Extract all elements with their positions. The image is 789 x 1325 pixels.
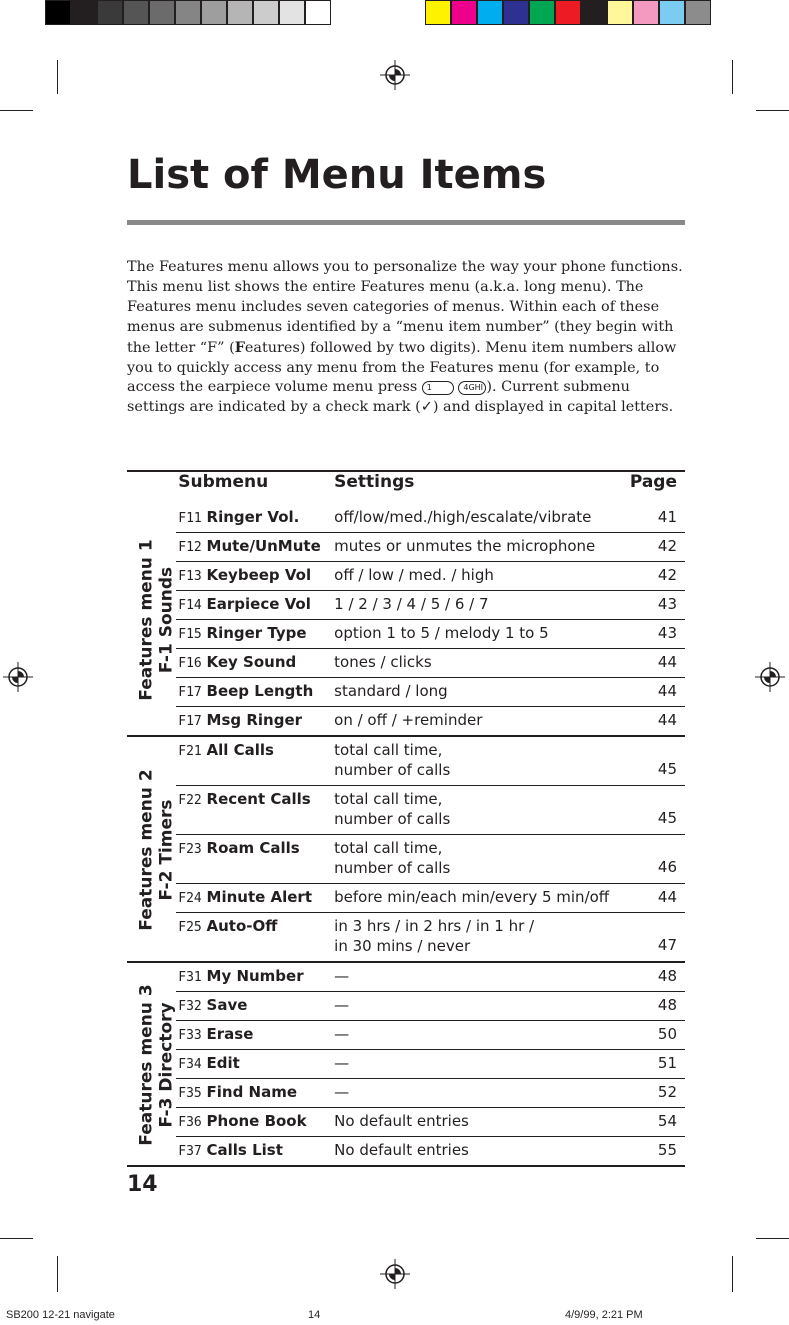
group-label bbox=[127, 737, 187, 963]
submenu-name: All Calls bbox=[206, 741, 274, 759]
menu-item-number: F23 bbox=[178, 842, 202, 857]
settings-cell bbox=[334, 835, 630, 884]
page-ref: 55 bbox=[657, 1141, 677, 1159]
crop-mark bbox=[732, 1256, 733, 1292]
settings-cell bbox=[334, 678, 630, 707]
intro-text: eatures) followed by two digits). Menu item numbers allow you to quickly access any menu from the Features menu (for example, to access the earpiece volume menu press bbox=[127, 339, 677, 396]
page-cell bbox=[630, 504, 685, 533]
page-cell bbox=[630, 1108, 685, 1137]
color-swatch bbox=[503, 0, 529, 25]
page-cell bbox=[630, 835, 685, 884]
settings-cell bbox=[334, 884, 630, 913]
page-ref: 42 bbox=[657, 537, 677, 555]
setting-text: total call time, bbox=[334, 741, 443, 759]
group-label-line2: F-2 Timers bbox=[157, 799, 177, 901]
settings-cell bbox=[334, 992, 630, 1021]
menu-item-number: F33 bbox=[178, 1028, 202, 1043]
setting-text: — bbox=[334, 996, 350, 1014]
menu-items-table bbox=[127, 470, 685, 1167]
group-label-cell bbox=[127, 962, 176, 1166]
footer-timestamp: 4/9/99, 2:21 PM bbox=[565, 1309, 643, 1321]
settings-cell bbox=[334, 591, 630, 620]
setting-text: No default entries bbox=[334, 1112, 469, 1130]
color-swatch bbox=[305, 0, 331, 25]
submenu-cell bbox=[176, 786, 334, 835]
settings-cell bbox=[334, 786, 630, 835]
submenu-cell bbox=[176, 913, 334, 963]
table-row bbox=[127, 786, 685, 835]
table-row bbox=[127, 1079, 685, 1108]
key-4ghi-icon: 4GHI bbox=[458, 381, 486, 395]
page-ref: 43 bbox=[657, 624, 677, 642]
menu-item-number: F32 bbox=[178, 999, 202, 1014]
settings-cell bbox=[334, 962, 630, 992]
page-ref: 45 bbox=[657, 760, 677, 778]
setting-text: number of calls bbox=[334, 859, 451, 877]
intro-paragraph bbox=[127, 258, 687, 418]
setting-text: in 30 mins / never bbox=[334, 937, 471, 955]
intro-bold-f: F bbox=[234, 338, 245, 356]
submenu-cell bbox=[176, 1137, 334, 1167]
color-swatch bbox=[201, 0, 227, 25]
table-row bbox=[127, 736, 685, 786]
crop-mark bbox=[756, 110, 789, 111]
settings-cell bbox=[334, 620, 630, 649]
setting-text: total call time, bbox=[334, 790, 443, 808]
setting-text: — bbox=[334, 967, 350, 985]
table-header bbox=[127, 471, 685, 504]
menu-item-number: F36 bbox=[178, 1115, 202, 1130]
page-cell bbox=[630, 1137, 685, 1167]
submenu-cell bbox=[176, 620, 334, 649]
submenu-name: Edit bbox=[206, 1054, 240, 1072]
page-cell bbox=[630, 533, 685, 562]
submenu-name: My Number bbox=[206, 967, 304, 985]
settings-cell bbox=[334, 707, 630, 737]
group-label bbox=[127, 504, 187, 736]
menu-item-number: F35 bbox=[178, 1086, 202, 1101]
page-ref: 52 bbox=[657, 1083, 677, 1101]
table-row bbox=[127, 591, 685, 620]
color-swatch bbox=[529, 0, 555, 25]
submenu-cell bbox=[176, 835, 334, 884]
table-row bbox=[127, 913, 685, 963]
registration-mark-icon bbox=[380, 60, 410, 90]
table-row bbox=[127, 504, 685, 533]
page-cell bbox=[630, 678, 685, 707]
submenu-cell bbox=[176, 533, 334, 562]
submenu-name: Erase bbox=[206, 1025, 254, 1043]
menu-item-number: F11 bbox=[178, 511, 202, 526]
table-row bbox=[127, 962, 685, 992]
submenu-name: Minute Alert bbox=[206, 888, 312, 906]
color-swatch bbox=[97, 0, 123, 25]
color-swatch bbox=[123, 0, 149, 25]
check-mark-icon: ✓ bbox=[420, 399, 433, 416]
color-swatch bbox=[477, 0, 503, 25]
menu-item-number: F25 bbox=[178, 920, 202, 935]
submenu-name: Calls List bbox=[206, 1141, 283, 1159]
page-ref: 46 bbox=[657, 858, 677, 876]
menu-item-number: F37 bbox=[178, 1144, 202, 1159]
submenu-name: Save bbox=[206, 996, 248, 1014]
color-swatch bbox=[633, 0, 659, 25]
settings-cell bbox=[334, 736, 630, 786]
table-row bbox=[127, 884, 685, 913]
crop-mark bbox=[57, 60, 58, 94]
setting-text: standard / long bbox=[334, 682, 448, 700]
submenu-name: Roam Calls bbox=[206, 839, 300, 857]
page-ref: 44 bbox=[657, 682, 677, 700]
color-swatch bbox=[253, 0, 279, 25]
settings-cell bbox=[334, 562, 630, 591]
menu-item-number: F24 bbox=[178, 891, 202, 906]
color-swatch bbox=[175, 0, 201, 25]
setting-text: on / off / +reminder bbox=[334, 711, 483, 729]
submenu-name: Key Sound bbox=[206, 653, 297, 671]
color-swatch bbox=[149, 0, 175, 25]
setting-text: tones / clicks bbox=[334, 653, 432, 671]
submenu-cell bbox=[176, 1021, 334, 1050]
setting-text: — bbox=[334, 1054, 350, 1072]
menu-item-number: F17 bbox=[178, 714, 202, 729]
submenu-name: Mute/UnMute bbox=[206, 537, 321, 555]
settings-cell bbox=[334, 1079, 630, 1108]
registration-mark-icon bbox=[380, 1259, 410, 1289]
menu-item-number: F22 bbox=[178, 793, 202, 808]
title-rule bbox=[127, 220, 685, 225]
page-cell bbox=[630, 1050, 685, 1079]
submenu-cell bbox=[176, 649, 334, 678]
submenu-name: Keybeep Vol bbox=[206, 566, 312, 584]
menu-item-number: F17 bbox=[178, 685, 202, 700]
footer-file-name: SB200 12-21 navigate bbox=[6, 1309, 115, 1321]
submenu-cell bbox=[176, 562, 334, 591]
color-swatch bbox=[279, 0, 305, 25]
submenu-name: Msg Ringer bbox=[206, 711, 303, 729]
page-cell bbox=[630, 884, 685, 913]
crop-mark bbox=[0, 110, 33, 111]
settings-cell bbox=[334, 533, 630, 562]
menu-item-number: F14 bbox=[178, 598, 202, 613]
page-title: List of Menu Items bbox=[127, 152, 547, 198]
submenu-cell bbox=[176, 678, 334, 707]
submenu-cell bbox=[176, 962, 334, 992]
setting-text: in 3 hrs / in 2 hrs / in 1 hr / bbox=[334, 917, 535, 935]
submenu-cell bbox=[176, 992, 334, 1021]
setting-text: — bbox=[334, 1025, 350, 1043]
header-page: Page bbox=[630, 471, 685, 504]
color-swatch bbox=[425, 0, 451, 25]
menu-item-number: F16 bbox=[178, 656, 202, 671]
page-ref: 44 bbox=[657, 711, 677, 729]
group-label-cell bbox=[127, 736, 176, 962]
page-cell bbox=[630, 1021, 685, 1050]
key-1-icon: 1 bbox=[422, 381, 454, 395]
page-ref: 42 bbox=[657, 566, 677, 584]
submenu-cell bbox=[176, 1079, 334, 1108]
settings-cell bbox=[334, 504, 630, 533]
table-row bbox=[127, 1021, 685, 1050]
group-label-line1: Features menu 2 bbox=[137, 769, 157, 931]
page-cell bbox=[630, 786, 685, 835]
page-ref: 43 bbox=[657, 595, 677, 613]
settings-cell bbox=[334, 1108, 630, 1137]
table-row bbox=[127, 620, 685, 649]
page-cell bbox=[630, 1079, 685, 1108]
group-label-line1: Features menu 1 bbox=[137, 539, 157, 701]
table-row bbox=[127, 562, 685, 591]
menu-item-number: F15 bbox=[178, 627, 202, 642]
crop-mark bbox=[732, 60, 733, 94]
color-swatch bbox=[45, 0, 71, 25]
menu-item-number: F12 bbox=[178, 540, 202, 555]
page-ref: 45 bbox=[657, 809, 677, 827]
header-submenu: Submenu bbox=[176, 471, 334, 504]
submenu-name: Auto-Off bbox=[206, 917, 278, 935]
intro-text: ) and displayed in capital letters. bbox=[432, 399, 674, 416]
table-row bbox=[127, 835, 685, 884]
header-settings: Settings bbox=[334, 471, 630, 504]
page-ref: 47 bbox=[657, 936, 677, 954]
crop-mark bbox=[756, 1238, 789, 1239]
table-row bbox=[127, 1050, 685, 1079]
submenu-cell bbox=[176, 504, 334, 533]
submenu-name: Phone Book bbox=[206, 1112, 307, 1130]
registration-mark-icon bbox=[755, 662, 785, 692]
setting-text: number of calls bbox=[334, 761, 451, 779]
page-ref: 54 bbox=[657, 1112, 677, 1130]
setting-text: before min/each min/every 5 min/off bbox=[334, 888, 610, 906]
page-ref: 48 bbox=[657, 967, 677, 985]
page-ref: 51 bbox=[657, 1054, 677, 1072]
color-swatch bbox=[555, 0, 581, 25]
color-swatch bbox=[451, 0, 477, 25]
page-number: 14 bbox=[127, 1172, 158, 1197]
setting-text: — bbox=[334, 1083, 350, 1101]
color-swatch bbox=[581, 0, 607, 25]
group-label bbox=[127, 963, 187, 1167]
page-cell bbox=[630, 992, 685, 1021]
table-row bbox=[127, 707, 685, 737]
settings-cell bbox=[334, 913, 630, 963]
color-swatch bbox=[71, 0, 97, 25]
table-row bbox=[127, 1137, 685, 1167]
submenu-cell bbox=[176, 591, 334, 620]
page-ref: 41 bbox=[657, 508, 677, 526]
menu-item-number: F31 bbox=[178, 970, 202, 985]
crop-mark bbox=[0, 1238, 33, 1239]
submenu-cell bbox=[176, 736, 334, 786]
setting-text: option 1 to 5 / melody 1 to 5 bbox=[334, 624, 549, 642]
page-ref: 48 bbox=[657, 996, 677, 1014]
submenu-name: Recent Calls bbox=[206, 790, 311, 808]
page-cell bbox=[630, 649, 685, 678]
settings-cell bbox=[334, 1021, 630, 1050]
submenu-cell bbox=[176, 1108, 334, 1137]
page-cell bbox=[630, 620, 685, 649]
table-row bbox=[127, 1108, 685, 1137]
registration-mark-icon bbox=[3, 662, 33, 692]
table-row bbox=[127, 649, 685, 678]
submenu-cell bbox=[176, 1050, 334, 1079]
submenu-name: Ringer Type bbox=[206, 624, 307, 642]
submenu-name: Ringer Vol. bbox=[206, 508, 300, 526]
color-swatch bbox=[607, 0, 633, 25]
submenu-name: Earpiece Vol bbox=[206, 595, 311, 613]
setting-text: off / low / med. / high bbox=[334, 566, 494, 584]
group-label-line2: F-1 Sounds bbox=[157, 566, 177, 674]
setting-text: off/low/med./high/escalate/vibrate bbox=[334, 508, 592, 526]
color-swatch bbox=[659, 0, 685, 25]
setting-text: mutes or unmutes the microphone bbox=[334, 537, 596, 555]
submenu-cell bbox=[176, 884, 334, 913]
table-row bbox=[127, 678, 685, 707]
submenu-cell bbox=[176, 707, 334, 737]
page-ref: 44 bbox=[657, 653, 677, 671]
menu-item-number: F34 bbox=[178, 1057, 202, 1072]
page-ref: 44 bbox=[657, 888, 677, 906]
group-label-line1: Features menu 3 bbox=[137, 984, 157, 1146]
page-cell bbox=[630, 962, 685, 992]
color-swatch bbox=[685, 0, 711, 25]
table-row bbox=[127, 533, 685, 562]
page-ref: 50 bbox=[657, 1025, 677, 1043]
settings-cell bbox=[334, 649, 630, 678]
group-label-line2: F-3 Directory bbox=[157, 1002, 177, 1128]
intro-text: ). Current submenu settings are indicated by a check mark ( bbox=[127, 379, 630, 416]
setting-text: total call time, bbox=[334, 839, 443, 857]
footer-page: 14 bbox=[308, 1309, 321, 1321]
crop-mark bbox=[57, 1256, 58, 1292]
page-cell bbox=[630, 913, 685, 963]
setting-text: 1 / 2 / 3 / 4 / 5 / 6 / 7 bbox=[334, 595, 489, 613]
page-cell bbox=[630, 707, 685, 737]
settings-cell bbox=[334, 1137, 630, 1167]
menu-item-number: F13 bbox=[178, 569, 202, 584]
submenu-name: Find Name bbox=[206, 1083, 298, 1101]
gray-calibration-bar bbox=[45, 0, 331, 27]
setting-text: No default entries bbox=[334, 1141, 469, 1159]
page-cell bbox=[630, 736, 685, 786]
table-row bbox=[127, 992, 685, 1021]
submenu-name: Beep Length bbox=[206, 682, 314, 700]
color-calibration-bar bbox=[425, 0, 711, 27]
page-cell bbox=[630, 562, 685, 591]
setting-text: number of calls bbox=[334, 810, 451, 828]
page-cell bbox=[630, 591, 685, 620]
settings-cell bbox=[334, 1050, 630, 1079]
menu-item-number: F21 bbox=[178, 744, 202, 759]
intro-text: The Features menu allows you to personalize the way your phone functions. This menu list shows the entire Features menu (a.k.a. long menu). The Features menu includes seven categories of menus. Within each of these menus are submenus identified by a “menu item number” (they begin with the letter “F” ( bbox=[127, 259, 683, 356]
color-swatch bbox=[227, 0, 253, 25]
group-label-cell bbox=[127, 504, 176, 736]
